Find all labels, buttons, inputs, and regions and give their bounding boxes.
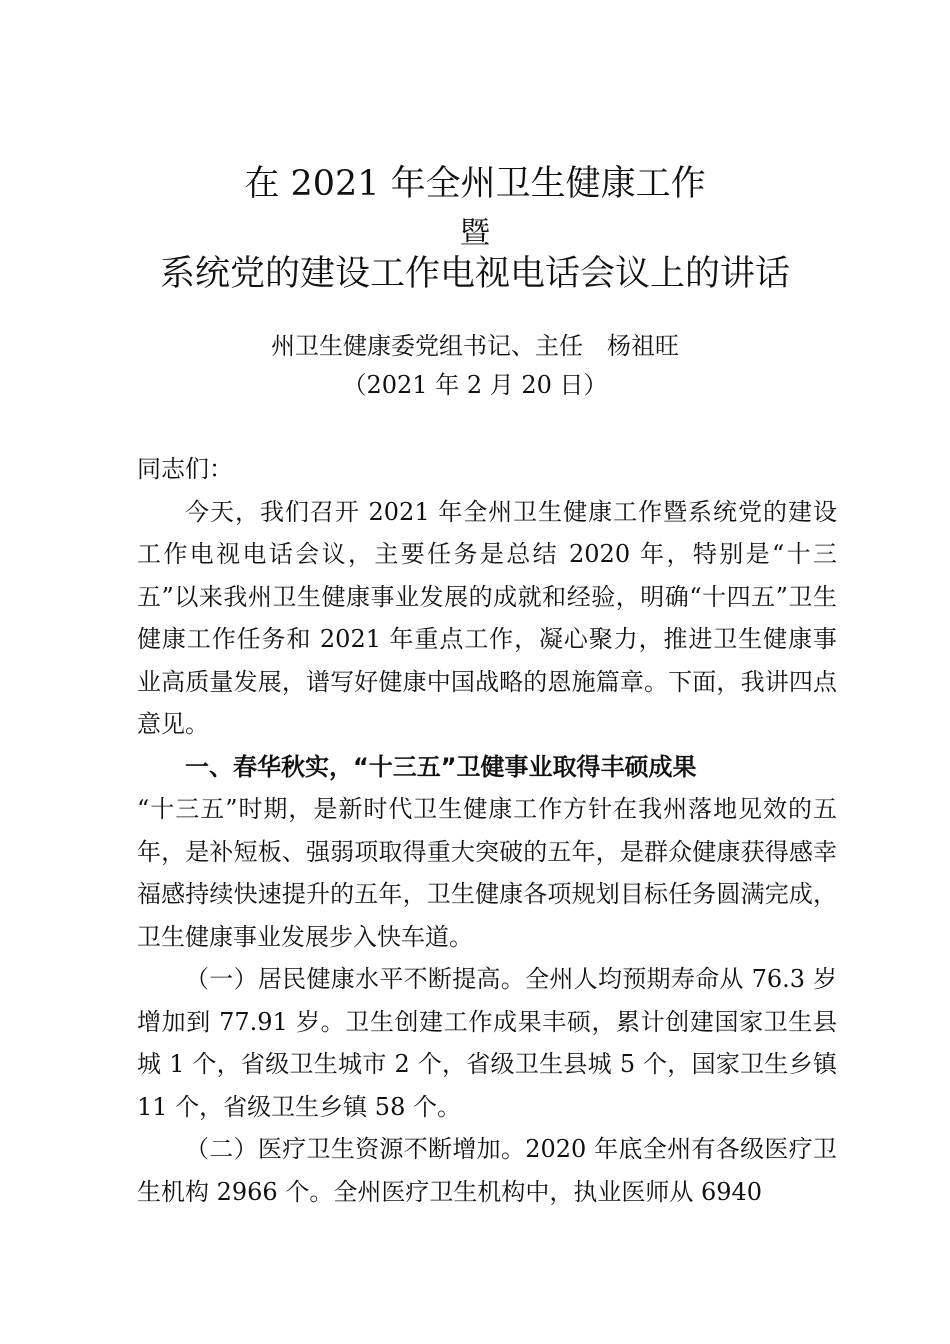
item-paragraph-2: （二）医疗卫生资源不断增加。2020 年底全州有各级医疗卫生机构 2966 个。全州医疗卫生机构中，执业医师从 6940	[137, 1135, 837, 1206]
intro-paragraph: 今天，我们召开 2021 年全州卫生健康工作暨系统党的建设工作电视电话会议，主要任务是总结 2020 年，特别是“十三五”以来我州卫生健康事业发展的成就和经验，明确“十四五”卫生健康工作任务和 2021 年重点工作，凝心聚力，推进卫生健康事业高质量发展，谱写好健康中国战略的恩施篇章。下面，我讲四点意见。	[137, 497, 837, 738]
title-line-3: 系统党的建设工作电视电话会议上的讲话	[159, 254, 790, 294]
speech-body	[137, 448, 837, 1213]
date-line: （2021 年 2 月 20 日）	[342, 371, 608, 399]
title-line-1: 在 2021 年全州卫生健康工作	[244, 164, 706, 204]
title-line-2: 暨	[460, 216, 490, 251]
salutation: 同志们：	[137, 455, 233, 483]
section-heading-1: 一、春华秋实，“十三五”卫健事业取得丰硕成果	[185, 752, 697, 781]
section-1-paragraph: “十三五”时期，是新时代卫生健康工作方针在我州落地见效的五年，是补短板、强弱项取得重大突破的五年，是群众健康获得感幸福感持续快速提升的五年，卫生健康各项规划目标任务圆满完成，卫生健康事业发展步入快车道。	[137, 795, 837, 951]
author-line: 州卫生健康委党组书记、主任 杨祖旺	[271, 332, 679, 360]
item-paragraph-1: （一）居民健康水平不断提高。全州人均预期寿命从 76.3 岁增加到 77.91 岁。卫生创建工作成果丰硕，累计创建国家卫生县城 1 个，省级卫生城市 2 个，省级卫生县城 5 个，国家卫生乡镇 11 个，省级卫生乡镇 58 个。	[137, 965, 837, 1121]
